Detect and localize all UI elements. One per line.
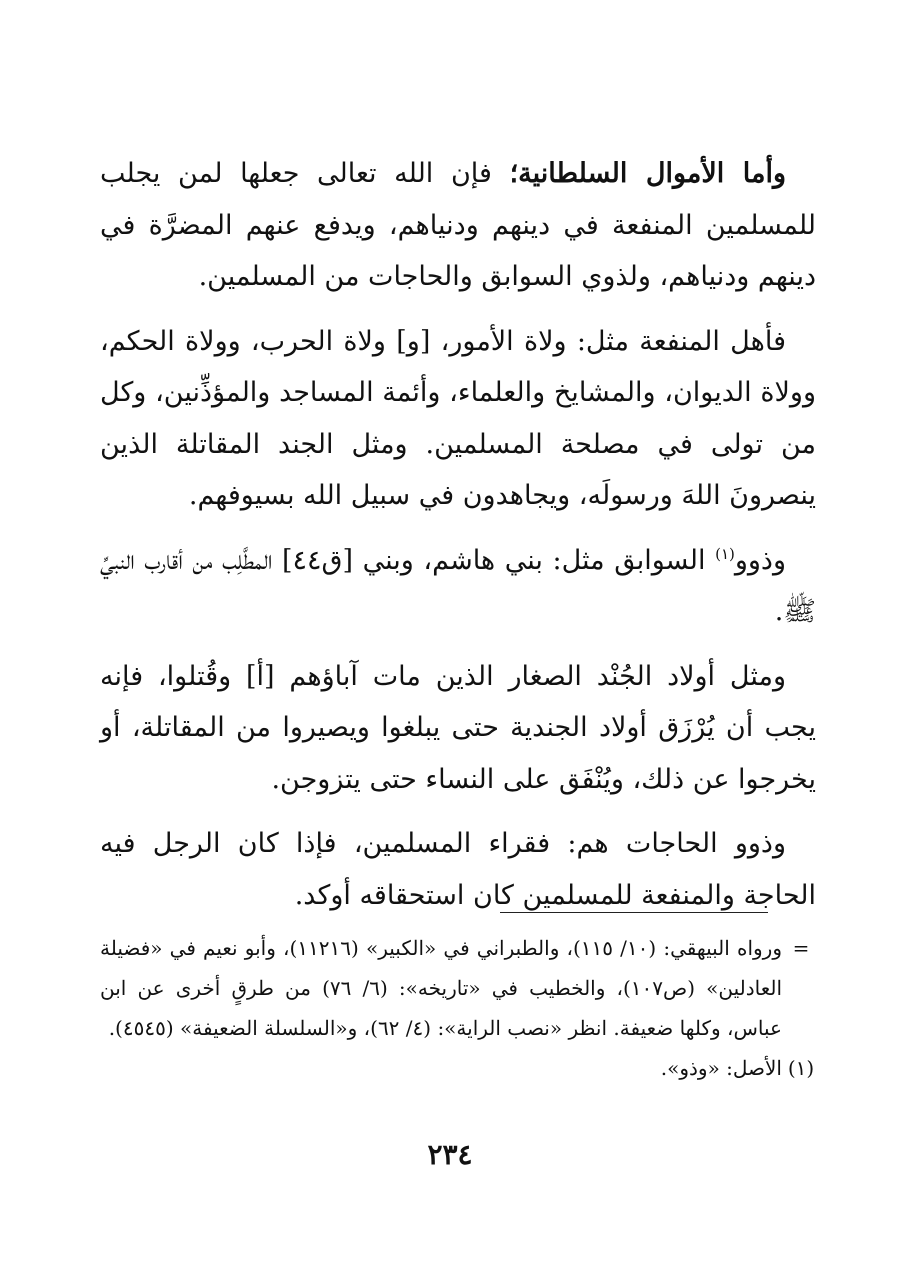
footnotes	[100, 928, 816, 1088]
footnote-text: ورواه البيهقي: (١٠/ ١١٥)، والطبراني في «الكبير» (١١٢١٦)، وأبو نعيم في «فضيلة العادلين» (ص١٠٧)، والخطيب في «تاريخه»: (٦/ ٧٦) من طرقٍ أخرى عن ابن عباس، وكلها ضعيفة. انظر «نصب الراية»: (٤/ ٦٢)، و«السلسلة الضعيفة» (٤٥٤٥).	[100, 936, 782, 1040]
paragraph-soldiers-children	[100, 651, 816, 806]
page-number: ٢٣٤	[427, 1138, 473, 1171]
paragraph-sultanic-wealth	[100, 148, 816, 303]
footnote-text: الأصل: «وذو».	[660, 1056, 782, 1080]
paragraph-text: وذوو الحاجات هم: فقراء المسلمين، فإذا كان الرجل فيه الحاجة والمنفعة للمسلمين كان استحقاقه أوكد.	[100, 828, 816, 911]
paragraph-text: فإن الله تعالى جعلها لمن يجلب للمسلمين المنفعة في دينهم ودنياهم، ويدفع عنهم المضرَّة في دينهم ودنياهم، ولذوي السوابق والحاجات من المسلمين.	[100, 158, 816, 292]
paragraph-lead-bold: وأما الأموال السلطانية؛	[509, 158, 786, 189]
paragraph-people-of-need	[100, 818, 816, 921]
paragraph-text: ومثل أولاد الجُنْد الصغار الذين مات آباؤهم [أ] وقُتلوا، فإنه يجب أن يُرْزَق أولاد الجندية حتى يبلغوا ويصيروا من المقاتلة، أو يخرجوا عن ذلك، ويُنْفَق على النساء حتى يتزوجن.	[100, 660, 816, 795]
footnote-mark: =	[792, 936, 810, 960]
paragraph-people-of-benefit	[100, 316, 816, 522]
paragraph-text: السوابق مثل: بني هاشم، وبني [ق٤٤] المطَّلِب من أقارب النبيِّ ﷺ.	[100, 544, 816, 627]
paragraph-people-of-precedence	[100, 535, 816, 638]
footnote-continued	[100, 928, 816, 1048]
footnote-separator	[500, 912, 768, 913]
paragraph-text: وذوو	[734, 544, 786, 576]
footnote-1	[100, 1048, 816, 1088]
main-text	[100, 148, 816, 934]
footnote-mark: (١)	[787, 1056, 815, 1080]
paragraph-text: فأهل المنفعة مثل: ولاة الأمور، [و] ولاة الحرب، وولاة الحكم، وولاة الديوان، والمشايخ والعلماء، وأئمة المساجد والمؤذِّنين، وكل من تولى في مصلحة المسلمين. ومثل الجند المقاتلة الذين ينصرونَ اللهَ ورسولَه، ويجاهدون في سبيل الله بسيوفهم.	[100, 325, 816, 511]
footnote-reference: (١)	[715, 544, 735, 563]
